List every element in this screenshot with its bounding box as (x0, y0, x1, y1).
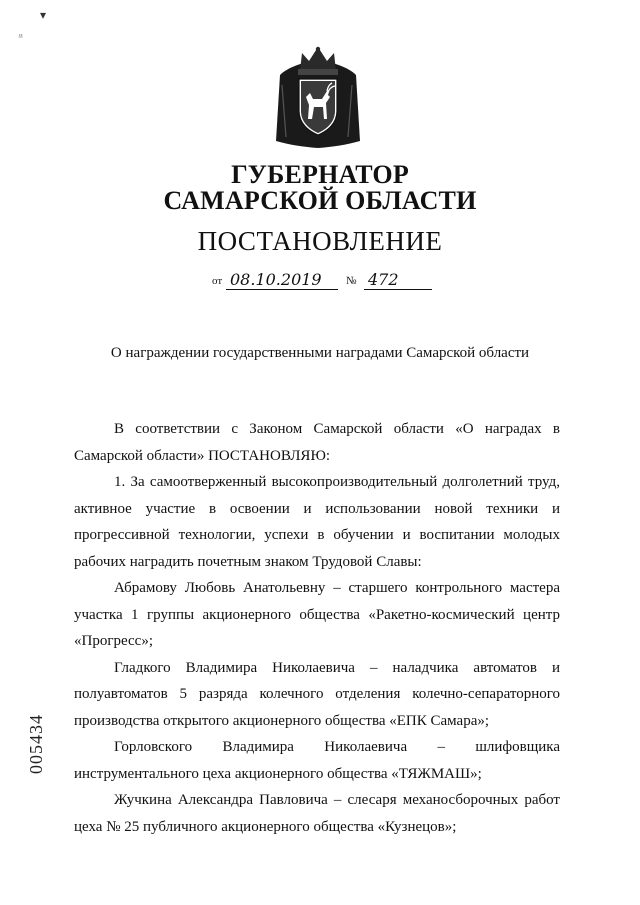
number-prefix: № (346, 275, 357, 287)
paragraph-awardee: Гладкого Владимира Николаевича – наладчика автоматов и полуавтоматов 5 разряда колечного отделения колечно-сепараторного производства открытого акционерного общества «ЕПК Самара»; (74, 659, 560, 729)
top-mark-small: ⁻̈ (18, 34, 23, 45)
side-serial-number: 005434 (26, 714, 46, 774)
issuer-region: САМАРСКОЙ ОБЛАСТИ (163, 186, 477, 215)
paragraph-awardee: Абрамову Любовь Анатольевну – старшего контрольного мастера участка 1 группы акционерного общества «Ракетно-космический центр «Прогресс»; (74, 580, 560, 649)
registration-line (212, 268, 432, 290)
document-type: ПОСТАНОВЛЕНИЕ (197, 226, 443, 256)
document-subject: О награждении государственными наградами Самарской области (110, 345, 530, 361)
issuer-title: ГУБЕРНАТОР (231, 160, 409, 189)
document-body (74, 416, 560, 840)
date-value: 08.10.2019 (226, 270, 338, 290)
top-mark: ▾ (40, 8, 47, 22)
coat-of-arms-icon (272, 45, 364, 149)
paragraph-awardee: Горловского Владимира Николаевича – шлифовщика инструментального цеха акционерного общества «ТЯЖМАШ»; (74, 739, 560, 782)
date-prefix: от (212, 275, 223, 287)
paragraph-awardee: Жучкина Александра Павловича – слесаря механосборочных работ цеха № 25 публичного акционерного общества «Кузнецов»; (74, 792, 560, 835)
paragraph-clause-1: 1. За самоотверженный высокопроизводительный долголетний труд, активное участие в освоении и использовании новой техники и прогрессивной технологии, успехи в обучении и воспитании молодых рабочих наградить почетным знаком Трудовой Славы: (74, 474, 560, 570)
number-value: 472 (364, 270, 432, 290)
paragraph-preamble: В соответствии с Законом Самарской области «О наградах в Самарской области» ПОСТАНОВЛЯЮ: (74, 421, 560, 464)
